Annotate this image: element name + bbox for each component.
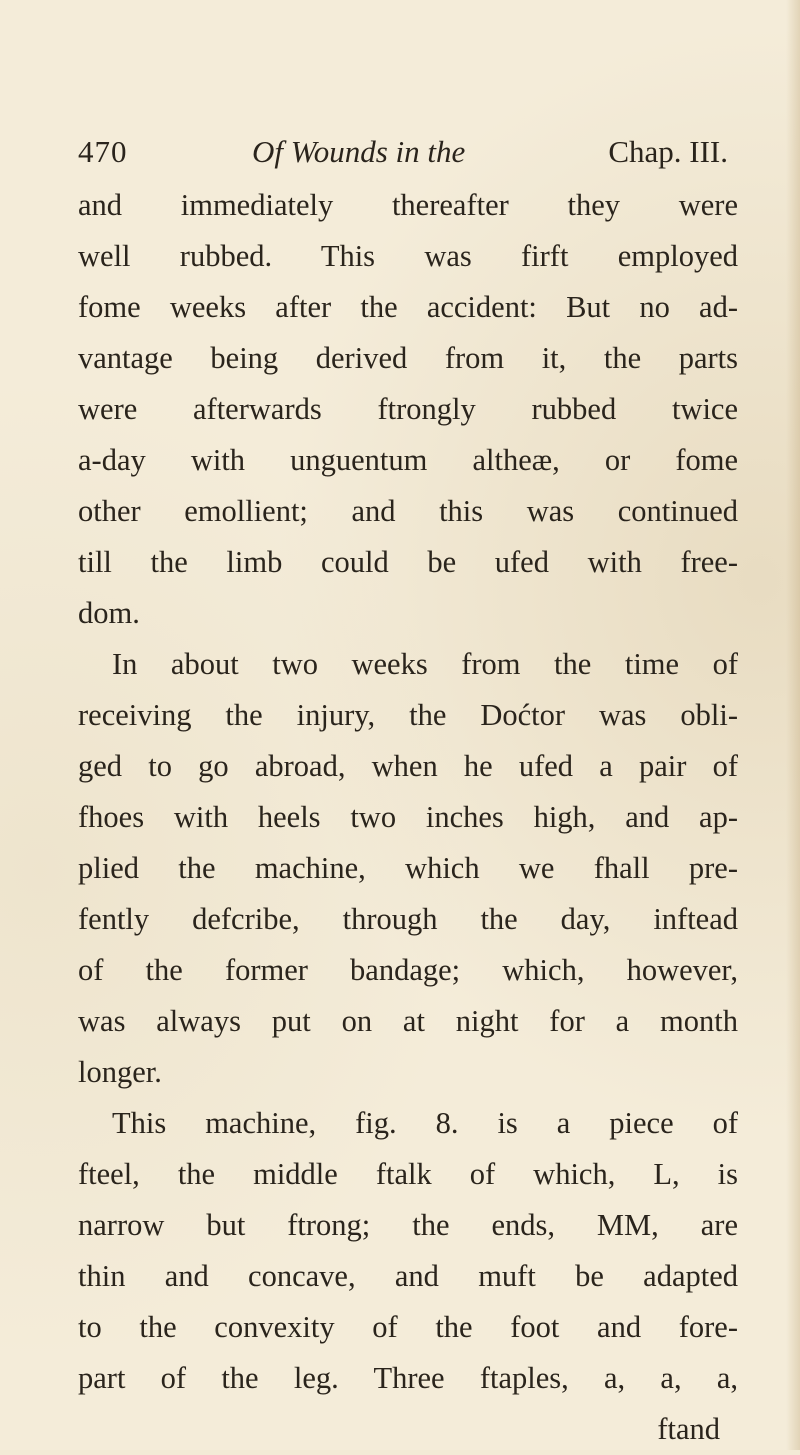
text-line: fhoes with heels two inches high, and ap-: [78, 800, 738, 834]
page-number: 470: [78, 134, 128, 169]
text-line: till the limb could be ufed with free-: [78, 545, 738, 579]
text-line: well rubbed. This was firft employed: [78, 239, 738, 273]
catchword: ftand: [657, 1412, 720, 1446]
text-line: to the convexity of the foot and fore-: [78, 1310, 738, 1344]
chapter-label: Chap. III.: [608, 134, 728, 169]
text-line: narrow but ftrong; the ends, MM, are: [78, 1208, 738, 1242]
text-line: fome weeks after the accident: But no ad-: [78, 290, 738, 324]
text-line: receiving the injury, the Doćtor was obli-: [78, 698, 738, 732]
text-line: fteel, the middle ftalk of which, L, is: [78, 1157, 738, 1191]
text-line: vantage being derived from it, the parts: [78, 341, 738, 375]
text-line: ged to go abroad, when he ufed a pair of: [78, 749, 738, 783]
text-line: were afterwards ftrongly rubbed twice: [78, 392, 738, 426]
text-line: plied the machine, which we fhall pre-: [78, 851, 738, 885]
text-line: thin and concave, and muft be adapted: [78, 1259, 738, 1293]
text-line: In about two weeks from the time of: [112, 647, 738, 681]
body-text: [78, 180, 738, 1455]
text-line: longer.: [78, 1055, 162, 1089]
text-line: other emollient; and this was continued: [78, 494, 738, 528]
text-line: of the former bandage; which, however,: [78, 953, 738, 987]
text-line: This machine, fig. 8. is a piece of: [112, 1106, 738, 1140]
text-line: a-day with unguentum altheæ, or fome: [78, 443, 738, 477]
page-edge-shadow: [786, 0, 800, 1450]
running-title: Of Wounds in the: [252, 134, 466, 169]
running-header: [78, 130, 728, 174]
text-line: and immediately thereafter they were: [78, 188, 738, 222]
text-line: was always put on at night for a month: [78, 1004, 738, 1038]
text-line: part of the leg. Three ftaples, a, a, a,: [78, 1361, 738, 1395]
text-line: dom.: [78, 596, 140, 630]
text-line: fently defcribe, through the day, inftead: [78, 902, 738, 936]
